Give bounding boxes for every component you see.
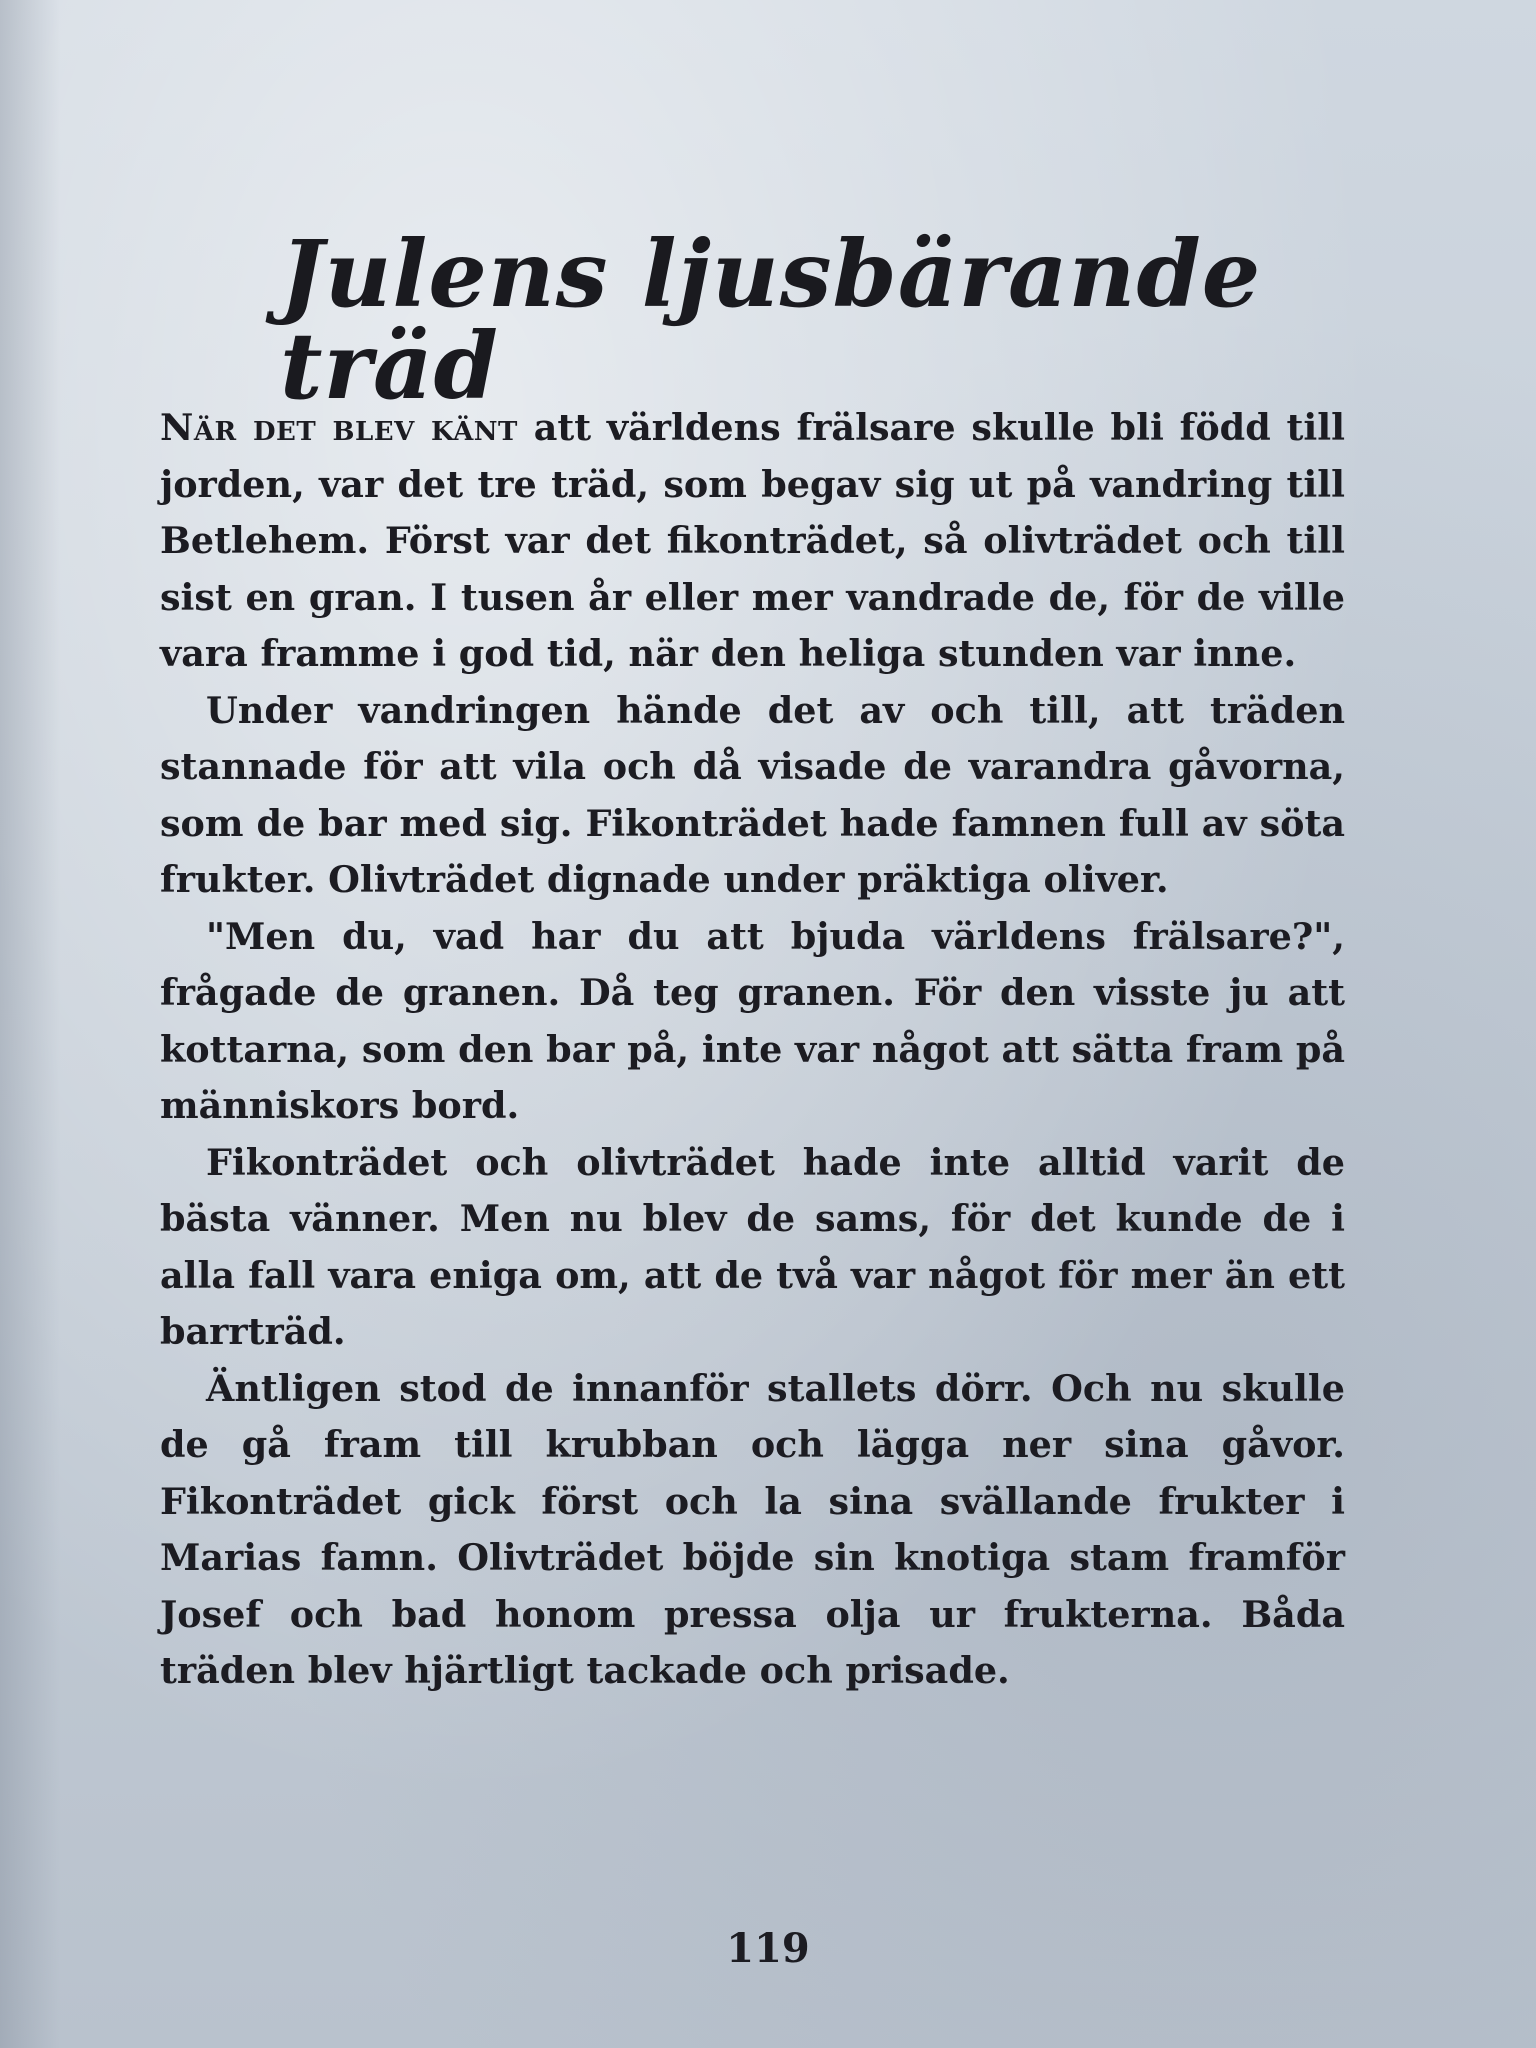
paragraph-4: Fikonträdet och olivträdet hade inte alltid varit de bästa vänner. Men nu blev de sams, för det kunde de i alla fall vara eniga om, att de två var något för mer än ett barrträd.	[160, 1140, 1345, 1353]
chapter-body	[160, 400, 1345, 1700]
paragraph-text: att världens frälsare skulle bli född till jorden, var det tre träd, som begav sig ut på vandring till Betlehem. Först var det fikonträdet, så olivträdet och till sist en gran. I tusen år eller mer vandrade de, för de ville vara framme i god tid, när den heliga stunden var inne.	[160, 406, 1345, 675]
page-shadow	[0, 0, 60, 2048]
paragraph-2: Under vandringen hände det av och till, att träden stannade för att vila och då visade de varandra gåvorna, som de bar med sig. Fikonträdet hade famnen full av söta frukter. Olivträdet dignade under präktiga oliver.	[160, 688, 1345, 901]
paragraph-3: "Men du, vad har du att bjuda världens frälsare?", frågade de granen. Då teg granen. För den visste ju att kottarna, som den bar på, inte var något att sätta fram på människors bord.	[160, 914, 1345, 1127]
paragraph-5: Äntligen stod de innanför stallets dörr. Och nu skulle de gå fram till krubban och lägga ner sina gåvor. Fikonträdet gick först och la sina svällande frukter i Marias famn. Olivträdet böjde sin knotiga stam framför Josef och bad honom pressa olja ur frukterna. Båda träden blev hjärtligt tackade och prisade.	[160, 1366, 1345, 1692]
chapter-title: Julens ljusbärande träd	[280, 220, 1262, 420]
paragraph-lead-in: När det blev känt	[160, 406, 518, 449]
page-number: 119	[726, 1925, 810, 1972]
paragraph-1	[160, 400, 1345, 683]
